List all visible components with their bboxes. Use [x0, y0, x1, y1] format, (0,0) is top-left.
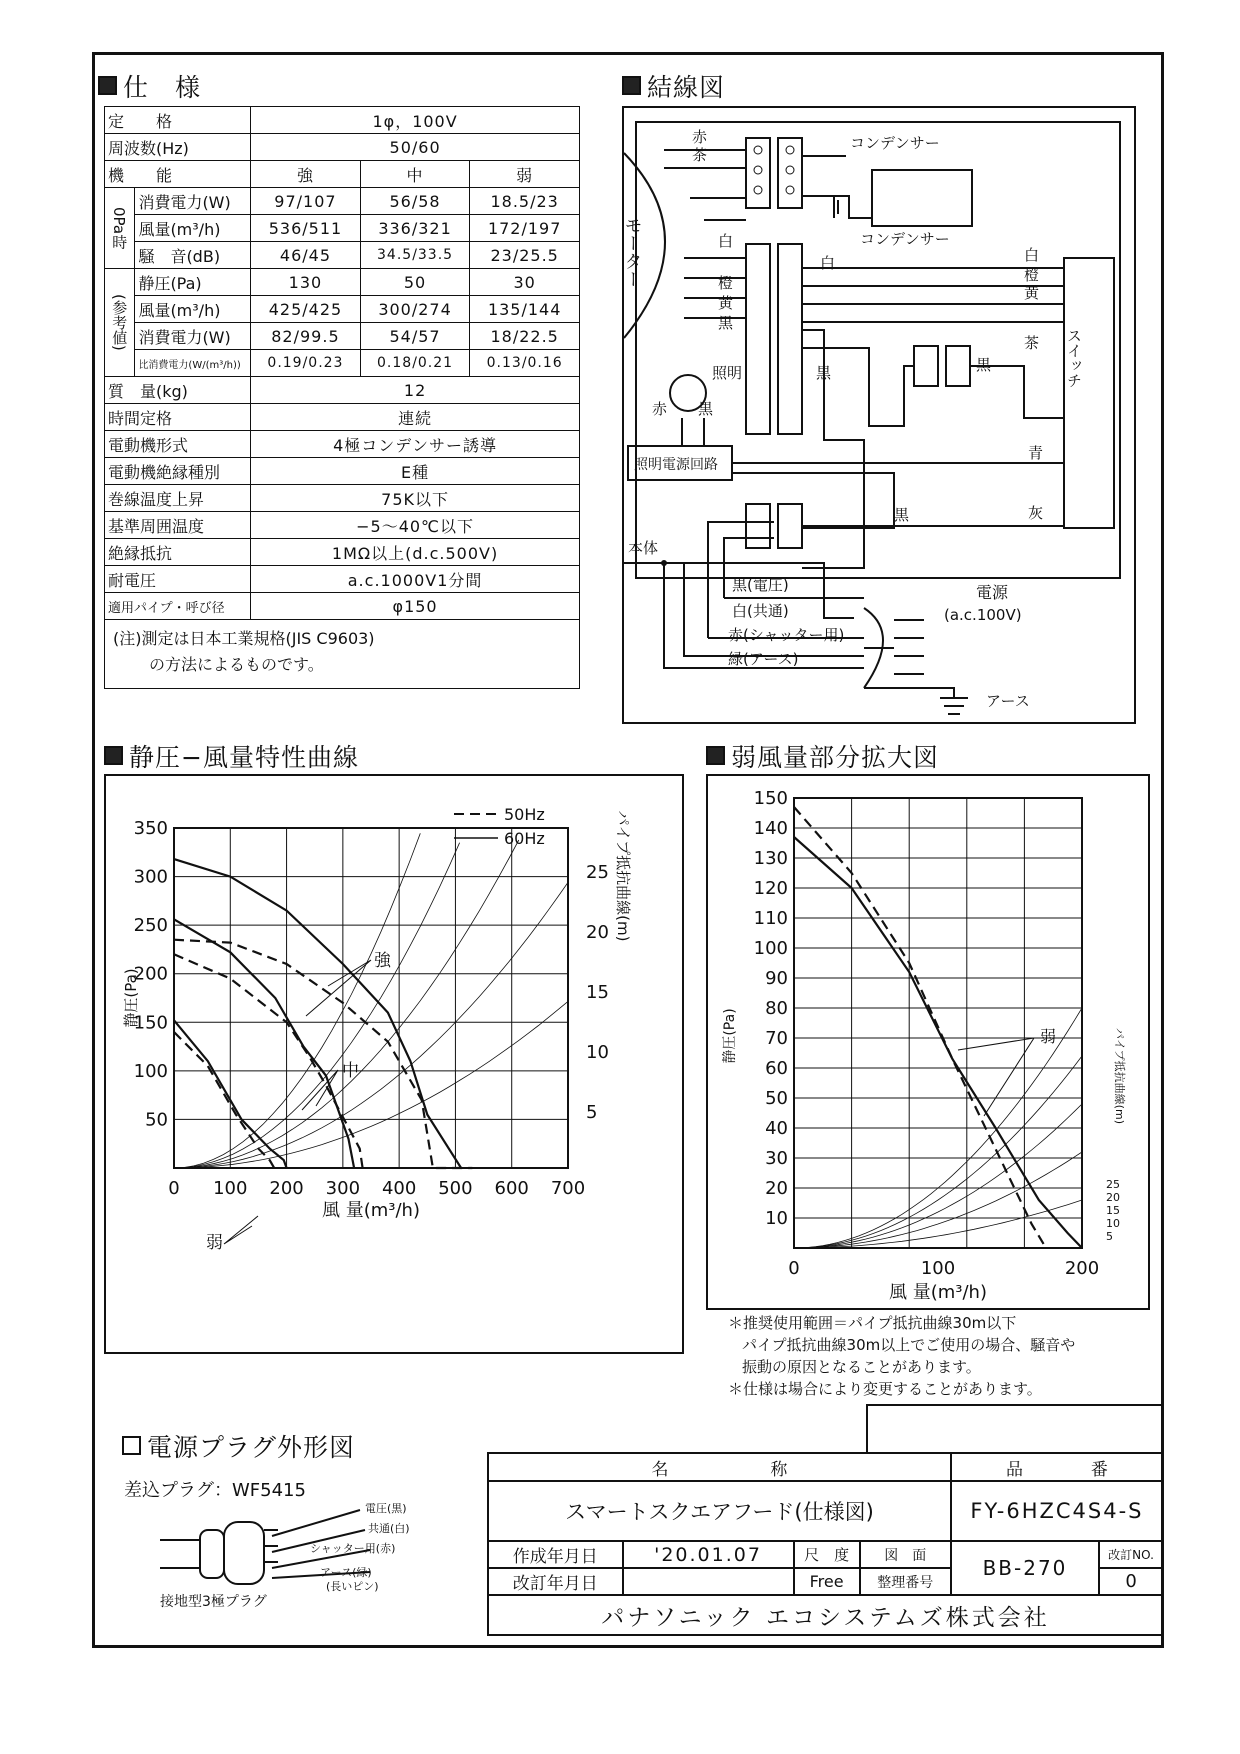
y-tick-label: 250	[133, 915, 168, 937]
y-tick-label: 300	[133, 866, 168, 888]
x-tick-label: 0	[788, 1258, 800, 1279]
svg-text:共通(白): 共通(白)	[368, 1522, 410, 1535]
pipe-tick-label: 5	[586, 1102, 598, 1123]
y-tick-label: 40	[765, 1118, 788, 1139]
series-line-60Hz	[174, 919, 354, 1168]
zoom-chart-heading: 弱風量部分拡大図	[706, 738, 939, 774]
svg-text:橙: 橙	[718, 274, 734, 292]
pipe-resistance-curve	[794, 1104, 1082, 1248]
main-chart	[106, 776, 682, 1352]
y-tick-label: 120	[753, 878, 788, 899]
pipe-tick-label: 15	[586, 982, 609, 1003]
y-tick-label: 80	[765, 998, 788, 1019]
svg-text:黒: 黒	[718, 314, 734, 332]
y-tick-label: 90	[765, 968, 788, 989]
y-tick-label: 30	[765, 1148, 788, 1169]
pipe-tick-label: 20	[586, 922, 609, 943]
svg-text:灰: 灰	[1028, 504, 1044, 522]
x-tick-label: 100	[920, 1258, 956, 1279]
table-row: 比消費電力(W/(m³/h)) 0.19/0.23 0.18/0.21 0.13/0.16	[105, 350, 580, 377]
section-square-icon	[706, 746, 725, 765]
svg-text:コンデンサー: コンデンサー	[850, 134, 940, 152]
spec-heading: 仕 様	[98, 68, 201, 104]
x-tick-label: 600	[494, 1178, 529, 1199]
table-row: 電動機形式 4極コンデンサー誘導	[105, 431, 580, 458]
svg-text:赤(シャッター用): 赤(シャッター用)	[728, 626, 845, 644]
section-square-icon	[622, 76, 641, 95]
x-tick-label: 100	[213, 1178, 248, 1199]
svg-text:照明: 照明	[712, 364, 743, 382]
zoom-chart-frame	[706, 774, 1150, 1310]
table-row: (参考値) 静圧(Pa) 130 50 30	[105, 269, 580, 296]
svg-text:モーター: モーター	[621, 216, 643, 288]
y-tick-label: 100	[753, 938, 788, 959]
spec-note: (注)測定は日本工業規格(JIS C9603) の方法によるものです。	[105, 620, 580, 689]
table-row: 作成年月日 '20.01.07 尺 度 図 面 BB-270 改訂NO.	[488, 1541, 1163, 1568]
y-tick-label: 50	[145, 1109, 168, 1131]
table-row: 基準周囲温度 −5〜40℃以下	[105, 512, 580, 539]
series-line-50Hz	[794, 807, 1046, 1248]
table-row: 名 称 品 番	[488, 1453, 1163, 1481]
svg-text:黒(電圧): 黒(電圧)	[732, 576, 789, 594]
svg-text:白: 白	[718, 232, 734, 250]
y-tick-label: 10	[765, 1208, 788, 1229]
table-row: 巻線温度上昇 75K以下	[105, 485, 580, 512]
usage-notes: ＊推奨使用範囲＝パイプ抵抗曲線30m以下 パイプ抵抗曲線30m以上でご使用の場合、騒音や 振動の原因となることがあります。 ＊仕様は場合により変更することがあります。	[728, 1314, 1076, 1398]
svg-text:白: 白	[820, 254, 836, 272]
svg-text:茶: 茶	[1024, 334, 1040, 352]
y-tick-label: 70	[765, 1028, 788, 1049]
svg-text:黒: 黒	[816, 364, 832, 382]
table-row: 耐電圧 a.c.1000V1分間	[105, 566, 580, 593]
x-tick-label: 200	[269, 1178, 304, 1199]
wiring-diagram	[621, 108, 1134, 722]
title-block-blank	[866, 1404, 1164, 1452]
pipe-tick-label: 15	[1106, 1204, 1120, 1217]
plug-heading: 電源プラグ外形図	[122, 1428, 355, 1464]
wiring-heading: 結線図	[622, 68, 725, 104]
svg-text:緑(アース): 緑(アース)	[728, 650, 799, 668]
y2-axis-label: パイプ抵抗曲線(m)	[1113, 1028, 1126, 1124]
plug-outline	[160, 1500, 430, 1610]
pipe-resistance-curve	[794, 1056, 1082, 1248]
x-tick-label: 0	[168, 1178, 180, 1199]
label-strong: 強	[374, 951, 391, 971]
x-tick-label: 200	[1064, 1258, 1100, 1279]
table-row: 消費電力(W) 82/99.5 54/57 18/22.5	[105, 323, 580, 350]
pipe-resistance-curve	[174, 1001, 568, 1168]
table-row: パナソニック エコシステムズ株式会社	[488, 1595, 1163, 1635]
table-row	[105, 620, 580, 689]
y-axis-label: 静圧(Pa)	[722, 1008, 738, 1064]
table-row: 適用パイプ・呼び径 φ150	[105, 593, 580, 620]
leader-weak	[958, 1038, 1034, 1116]
svg-text:スイッチ: スイッチ	[1065, 328, 1083, 388]
svg-text:黄: 黄	[1024, 284, 1040, 302]
table-row: 風量(m³/h) 425/425 300/274 135/144	[105, 296, 580, 323]
svg-text:茶: 茶	[692, 146, 708, 164]
y-tick-label: 50	[765, 1088, 788, 1109]
svg-text:(a.c.100V): (a.c.100V)	[944, 606, 1022, 624]
svg-text:接地型3極プラグ: 接地型3極プラグ	[160, 1594, 267, 1610]
table-row: 絶縁抵抗 1MΩ以上(d.c.500V)	[105, 539, 580, 566]
table-row: スマートスクエアフード(仕様図) FY-6HZC4S4-S	[488, 1481, 1163, 1541]
x-tick-label: 700	[550, 1178, 586, 1199]
y-tick-label: 150	[133, 1012, 168, 1034]
y-tick-label: 150	[753, 788, 788, 809]
main-chart-heading: 静圧−風量特性曲線	[104, 738, 359, 774]
pipe-tick-label: 25	[1106, 1178, 1120, 1191]
main-chart-frame	[104, 774, 684, 1354]
svg-text:黒: 黒	[698, 400, 714, 418]
svg-text:橙: 橙	[1024, 266, 1040, 284]
label-weak: 弱	[1040, 1027, 1057, 1046]
y2-axis-label: パイプ抵抗曲線(m)	[614, 810, 632, 942]
y-tick-label: 20	[765, 1178, 788, 1199]
y-tick-label: 110	[753, 908, 788, 929]
title-block	[487, 1452, 1164, 1636]
table-row: 騒 音(dB) 46/45 34.5/33.5 23/25.5	[105, 242, 580, 269]
section-square-icon	[104, 746, 123, 765]
svg-text:シャッター用(赤): シャッター用(赤)	[310, 1542, 396, 1555]
y-tick-label: 60	[765, 1058, 788, 1079]
svg-text:アース: アース	[986, 692, 1030, 710]
svg-text:青: 青	[1028, 444, 1044, 462]
y-axis-label: 静圧(Pa)	[122, 968, 140, 1028]
svg-text:黄: 黄	[718, 294, 734, 312]
svg-text:電源: 電源	[976, 583, 1009, 602]
pipe-tick-label: 5	[1106, 1230, 1113, 1243]
y-tick-label: 100	[133, 1060, 168, 1082]
table-row: 定 格 1φ，100V	[105, 107, 580, 134]
section-square-icon	[122, 1436, 141, 1455]
table-row: 時間定格 連続	[105, 404, 580, 431]
plot-area	[794, 798, 1082, 1248]
table-row: 周波数(Hz) 50/60	[105, 134, 580, 161]
series-line-60Hz	[174, 859, 461, 1168]
table-row: 質 量(kg) 12	[105, 377, 580, 404]
zoom-chart	[708, 776, 1148, 1308]
y-tick-label: 200	[133, 963, 168, 985]
svg-text:電圧(黒): 電圧(黒)	[365, 1502, 407, 1515]
table-row: 0Pa時 消費電力(W) 97/107 56/58 18.5/23	[105, 188, 580, 215]
svg-text:本体: 本体	[628, 539, 659, 557]
x-axis-label: 風 量(m³/h)	[889, 1282, 987, 1303]
svg-text:コンデンサー: コンデンサー	[860, 230, 950, 248]
section-square-icon	[98, 76, 117, 95]
svg-text:アース(緑): アース(緑)	[320, 1566, 372, 1579]
svg-text:黒: 黒	[976, 356, 992, 374]
x-tick-label: 400	[381, 1178, 417, 1199]
svg-text:照明電源回路: 照明電源回路	[634, 457, 718, 473]
pipe-tick-label: 10	[1106, 1217, 1120, 1230]
svg-text:(長いピン): (長いピン)	[326, 1580, 379, 1593]
spec-table	[104, 106, 580, 689]
pipe-tick-label: 10	[586, 1042, 609, 1063]
svg-text:白(共通): 白(共通)	[732, 602, 789, 620]
label-weak: 弱	[206, 1233, 223, 1253]
table-row: 電動機絶縁種別 E種	[105, 458, 580, 485]
table-row: 改訂年月日 Free 整理番号 0	[488, 1568, 1163, 1595]
svg-text:黒: 黒	[894, 506, 910, 524]
y-tick-label: 350	[133, 818, 168, 839]
legend-60hz: 60Hz	[504, 829, 545, 848]
svg-text:赤: 赤	[692, 128, 708, 146]
svg-text:赤: 赤	[652, 400, 668, 418]
x-tick-label: 300	[325, 1178, 361, 1199]
x-axis-label: 風 量(m³/h)	[322, 1200, 420, 1221]
plug-model: 差込プラグ：WF5415	[124, 1480, 306, 1501]
leader-strong	[306, 960, 371, 1016]
label-mid: 中	[342, 1061, 359, 1081]
legend-50hz: 50Hz	[504, 805, 545, 824]
pipe-tick-label: 20	[1106, 1191, 1120, 1204]
leader-weak	[224, 1216, 258, 1244]
table-row: 機 能 強 中 弱	[105, 161, 580, 188]
wiring-frame	[622, 106, 1136, 724]
x-tick-label: 500	[438, 1178, 473, 1199]
pipe-resistance-curve	[174, 833, 420, 1168]
y-tick-label: 130	[753, 848, 788, 869]
svg-text:白: 白	[1024, 246, 1040, 264]
series-line-60Hz	[794, 837, 1082, 1248]
y-tick-label: 140	[753, 818, 788, 839]
pipe-tick-label: 25	[586, 862, 609, 883]
table-row: 風量(m³/h) 536/511 336/321 172/197	[105, 215, 580, 242]
